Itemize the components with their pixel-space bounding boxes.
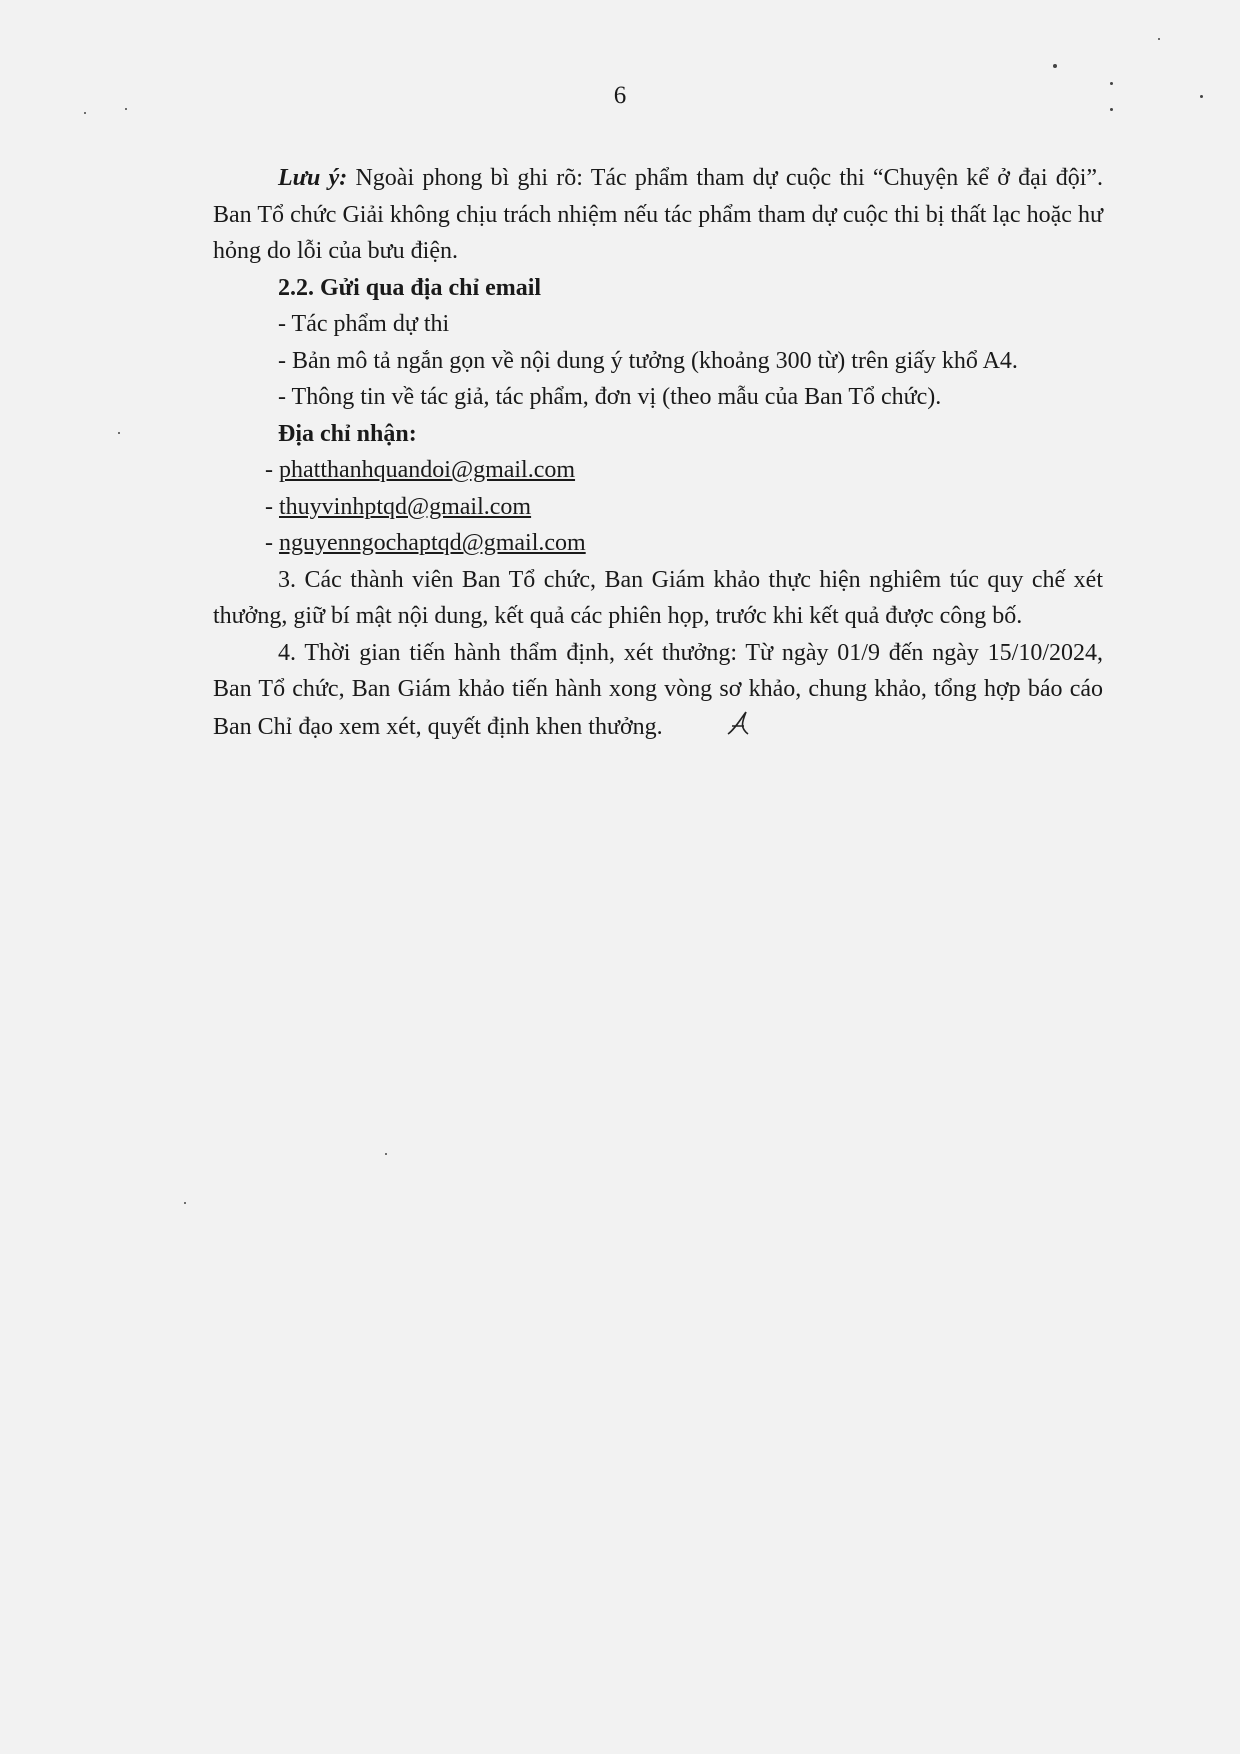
scan-speck xyxy=(84,112,86,114)
document-body xyxy=(213,160,1103,749)
email-item xyxy=(213,489,1103,526)
email-item xyxy=(213,525,1103,562)
email-prefix: - xyxy=(265,530,279,556)
address-heading: Địa chỉ nhận: xyxy=(278,420,417,447)
list-item: - Bản mô tả ngắn gọn về nội dung ý tưởng (khoảng 300 từ) trên giấy khổ A4. xyxy=(278,347,1018,374)
note-paragraph xyxy=(213,160,1103,270)
note-text: Ngoài phong bì ghi rõ: Tác phẩm tham dự cuộc thi “Chuyện kể ở đại đội”. Ban Tổ chức Giải không chịu trách nhiệm nếu tác phẩm tham dự cuộc thi bị thất lạc hoặc hư hỏng do lỗi của bưu điện. xyxy=(213,165,1104,264)
email-link[interactable]: nguyenngochaptqd@gmail.com xyxy=(279,530,586,556)
section-heading: 2.2. Gửi qua địa chỉ email xyxy=(278,274,542,301)
item-4-number: 4. xyxy=(278,639,296,666)
item-3-number: 3. xyxy=(278,566,296,593)
list-item: - Thông tin về tác giả, tác phẩm, đơn vị (theo mẫu của Ban Tổ chức). xyxy=(278,384,942,410)
scan-speck xyxy=(118,432,120,434)
email-link[interactable]: thuyvinhptqd@gmail.com xyxy=(279,493,532,520)
page-number: 6 xyxy=(613,82,627,109)
scan-speck xyxy=(1158,38,1160,40)
item-3-text: Các thành viên Ban Tổ chức, Ban Giám khảo thực hiện nghiêm túc quy chế xét thưởng, giữ bí mật nội dung, kết quả các phiên họp, trước khi kết quả được công bố. xyxy=(213,566,1103,629)
note-label: Lưu ý: xyxy=(278,165,348,191)
email-link[interactable]: phatthanhquandoi@gmail.com xyxy=(279,457,576,483)
scan-speck xyxy=(1053,64,1057,68)
scan-speck xyxy=(385,1153,387,1155)
item-4-paragraph xyxy=(213,635,1103,750)
email-prefix: - xyxy=(265,493,279,520)
list-item: - Tác phẩm dự thi xyxy=(278,311,450,337)
scan-speck xyxy=(184,1202,186,1204)
initial-signature-mark xyxy=(661,708,752,750)
email-item xyxy=(213,452,1103,489)
item-4-text: Thời gian tiến hành thẩm định, xét thưởng: Từ ngày 01/9 đến ngày 15/10/2024, Ban Tổ chức, Ban Giám khảo tiến hành xong vòng sơ khảo, chung khảo, tổng hợp báo cáo Ban Chỉ đạo xem xét, quyết định khen thưởng. xyxy=(213,639,1103,740)
email-prefix: - xyxy=(265,457,279,483)
item-3-paragraph xyxy=(213,562,1103,635)
